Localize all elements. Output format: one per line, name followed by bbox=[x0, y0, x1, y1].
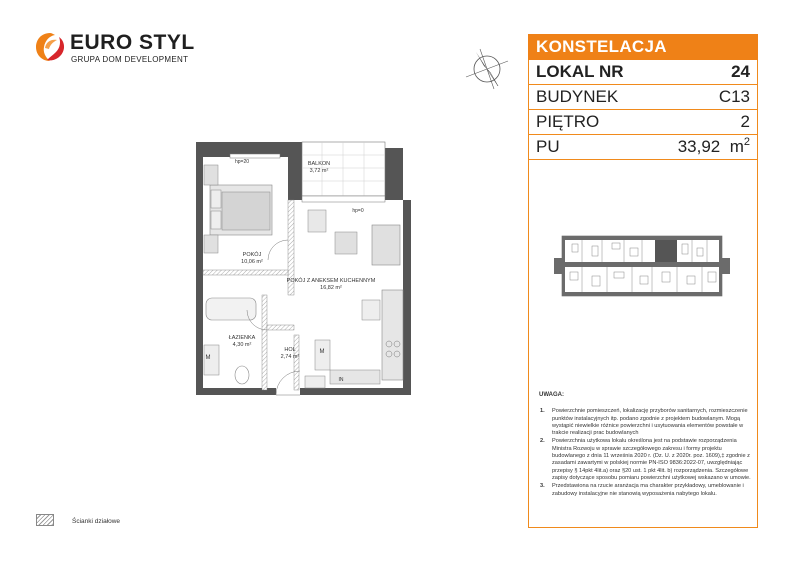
row-budynek bbox=[528, 85, 758, 110]
pietro-value: 2 bbox=[740, 112, 750, 131]
lokal-value: 24 bbox=[731, 62, 750, 81]
row-pietro bbox=[528, 110, 758, 135]
room-area-pokoj-aneks: 16,82 m² bbox=[320, 285, 342, 291]
row-pu bbox=[528, 135, 758, 160]
partition-wall-swatch bbox=[36, 514, 54, 526]
building-keyplan bbox=[552, 228, 732, 303]
room-name-pokoj-aneks: POKÓJ Z ANEKSEM KUCHENNYM bbox=[286, 278, 376, 284]
panel-header bbox=[528, 34, 758, 60]
pu-label: PU bbox=[536, 137, 560, 156]
room-area-lazienka: 4,30 m² bbox=[232, 342, 252, 348]
room-name-balkon: BALKON bbox=[307, 161, 331, 167]
note-item: 3. Przedstawiona na rzucie aranżacja ma charakter przykładowy, umeblowanie i zabudowy instalacyjne nie stanowią wyposażenia nabytego lokalu. bbox=[540, 483, 744, 497]
gas-meter-label: IN bbox=[338, 377, 344, 383]
project-name: KONSTELACJA bbox=[536, 37, 667, 56]
note-item: 1. Powierzchnie pomieszczeń, lokalizację przyborów sanitarnych, rozmieszczenie punktów instalacyjnych itp. podano zgodnie z projektem budowlanym. Mogą wystąpić niewielkie różnice powierzchni i usytuowania elementów powstałe w trakcie realizacji prac budowlanych bbox=[540, 408, 748, 437]
euro-styl-logo-icon bbox=[33, 30, 67, 64]
brand-name: EURO STYL bbox=[70, 31, 195, 54]
notes-section bbox=[539, 392, 751, 499]
hp-balcony-label: hp=20 bbox=[234, 159, 250, 165]
legend-label: Ścianki działowe bbox=[72, 518, 121, 525]
brand-subtitle: GRUPA DOM DEVELOPMENT bbox=[71, 55, 189, 64]
room-area-hol: 2,74 m² bbox=[280, 354, 300, 360]
apartment-floor-plan bbox=[190, 140, 415, 400]
lokal-label: LOKAL NR bbox=[536, 62, 624, 81]
meter-hol-label: M bbox=[319, 349, 325, 355]
room-name-lazienka: ŁAZIENKA bbox=[228, 335, 256, 341]
room-area-pokoj: 10,06 m² bbox=[241, 259, 263, 265]
hp-room-label: hp=0 bbox=[352, 208, 364, 214]
notes-title: UWAGA: bbox=[539, 392, 564, 398]
budynek-value: C13 bbox=[718, 87, 750, 106]
meter-lazienka-label: M bbox=[205, 355, 211, 361]
row-lokal bbox=[528, 60, 758, 85]
pu-value: 33,92 $m^2$ bbox=[677, 136, 750, 156]
room-name-hol: HOL bbox=[284, 347, 296, 353]
north-arrow-icon bbox=[462, 44, 512, 94]
room-area-balkon: 3,72 m² bbox=[309, 168, 329, 174]
room-name-pokoj: POKÓJ bbox=[242, 252, 262, 258]
note-item: 2. Powierzchnia użytkowa lokalu określona jest na podstawie rozporządzenia Ministra Rozwoju w sprawie szczegółowego zakresu i formy projektu budowlanego z dnia 11 września 2020 r. (Dz. U. z 2020r. poz. 1609),‡ zgodnie z zasadami zawartymi w polskiej normie PN-ISO 9836:2022-07, uwzględniając przepisy § 14pkt 4lit.a) oraz §20 ust. 1 pkt 4lit. b) rozporządzenia. Szczegółowe zapisy dotyczące sposobu pomiaru powierzchni użytkowej wskazano w umowie. bbox=[540, 438, 751, 481]
pietro-label: PIĘTRO bbox=[536, 112, 600, 131]
budynek-label: BUDYNEK bbox=[536, 87, 619, 106]
